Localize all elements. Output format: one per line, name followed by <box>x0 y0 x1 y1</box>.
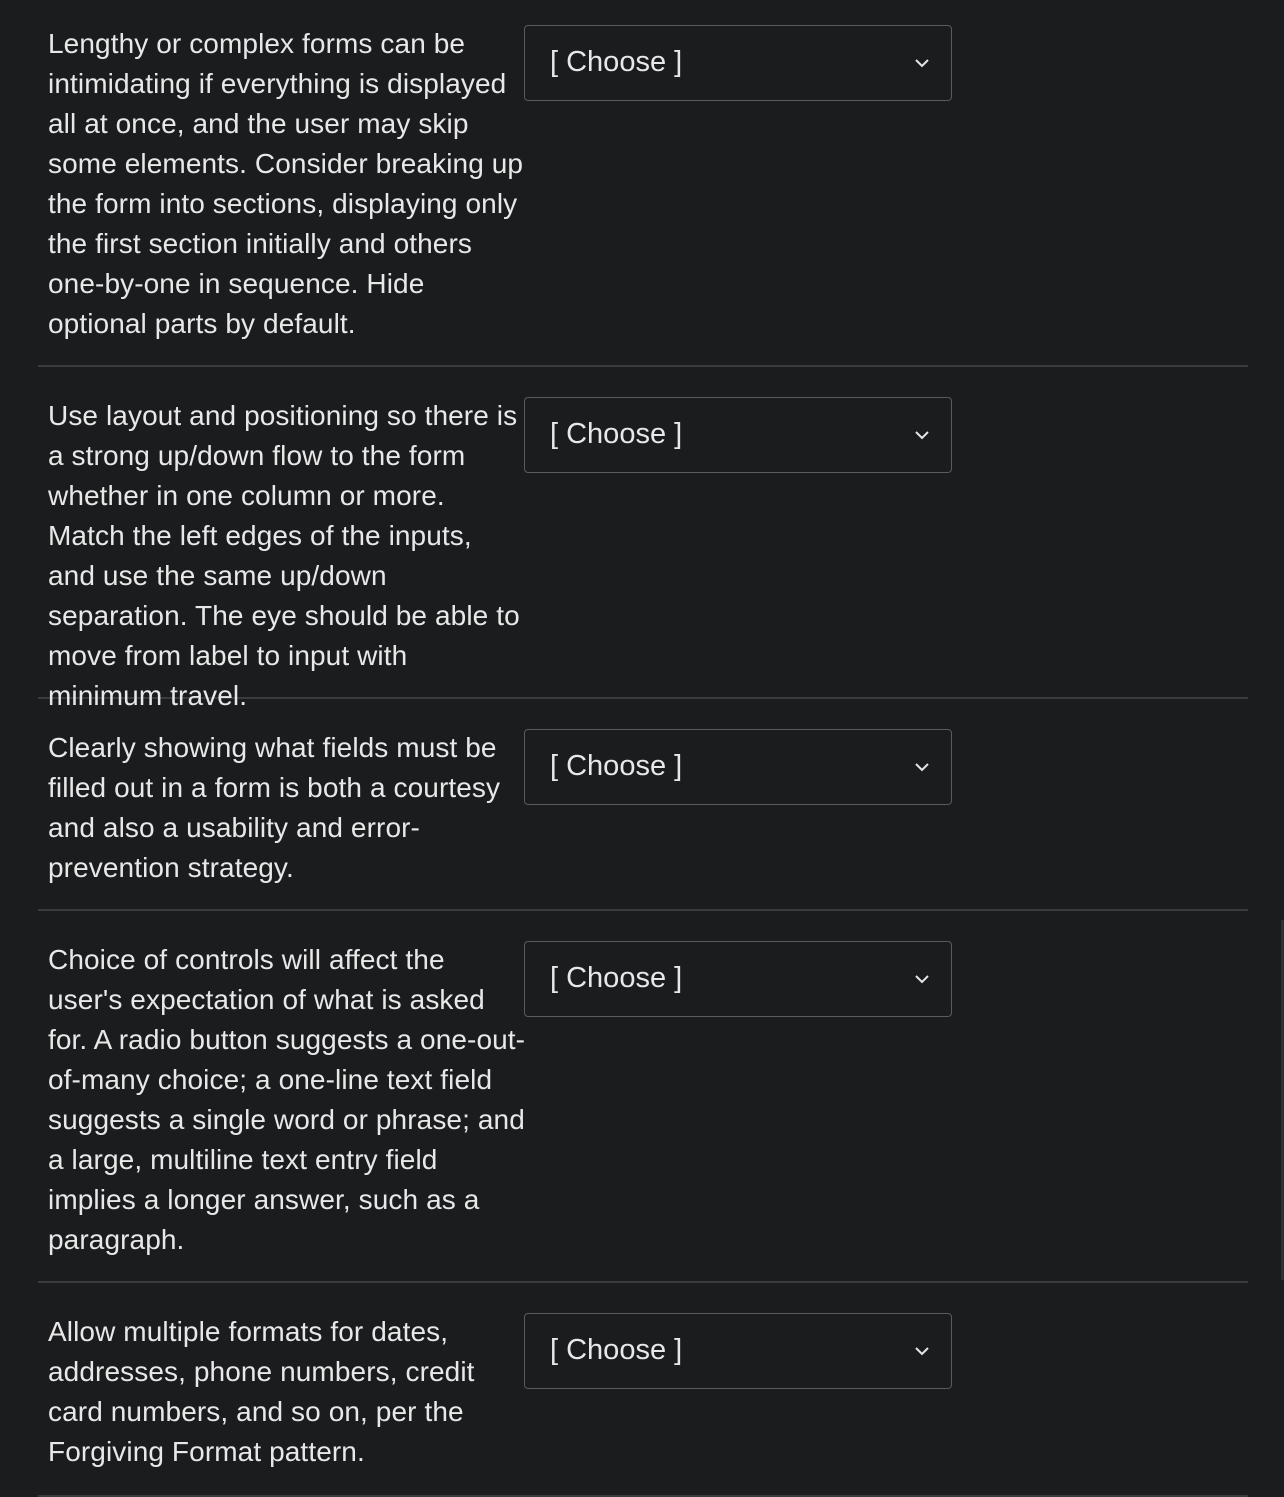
answer-select[interactable] <box>524 729 952 805</box>
question-prompt: Use layout and positioning so there is a strong up/down flow to the form whether in one column or more. Match the left edges of the inputs, and use the same up/down separation. The eye should be able to move from label to input with minimum travel. <box>48 400 520 711</box>
select-value: [ Choose ] <box>550 750 683 782</box>
question-row <box>38 0 1248 367</box>
answer-select[interactable] <box>524 25 952 101</box>
select-value: [ Choose ] <box>550 46 683 78</box>
chevron-down-icon <box>915 972 929 986</box>
answer-select[interactable] <box>524 397 952 473</box>
question-prompt: Allow multiple formats for dates, addresses, phone numbers, credit card numbers, and so on, per the Forgiving Format pattern. <box>48 1316 475 1467</box>
question-row <box>38 911 1248 1283</box>
chevron-down-icon <box>915 56 929 70</box>
select-value: [ Choose ] <box>550 1334 683 1366</box>
question-prompt: Choice of controls will affect the user's expectation of what is asked for. A radio button suggests a one-out-of-many choice; a one-line text field suggests a single word or phrase; and a large, multiline text entry field implies a longer answer, such as a paragraph. <box>48 944 526 1255</box>
answer-select[interactable] <box>524 1313 952 1389</box>
answer-select[interactable] <box>524 941 952 1017</box>
question-row <box>38 1283 1248 1497</box>
chevron-down-icon <box>915 1344 929 1358</box>
question-row <box>38 367 1248 711</box>
chevron-down-icon <box>915 428 929 442</box>
matching-question-list <box>38 0 1248 1497</box>
select-value: [ Choose ] <box>550 418 683 450</box>
select-value: [ Choose ] <box>550 962 683 994</box>
chevron-down-icon <box>915 760 929 774</box>
question-prompt: Lengthy or complex forms can be intimidating if everything is displayed all at once, and the user may skip some elements. Consider breaking up the form into sections, displaying only the first section initially and others one-by-one in sequence. Hide optional parts by default. <box>48 28 524 339</box>
question-row <box>38 699 1248 911</box>
question-prompt: Clearly showing what fields must be filled out in a form is both a courtesy and also a usability and error-prevention strategy. <box>48 732 501 883</box>
